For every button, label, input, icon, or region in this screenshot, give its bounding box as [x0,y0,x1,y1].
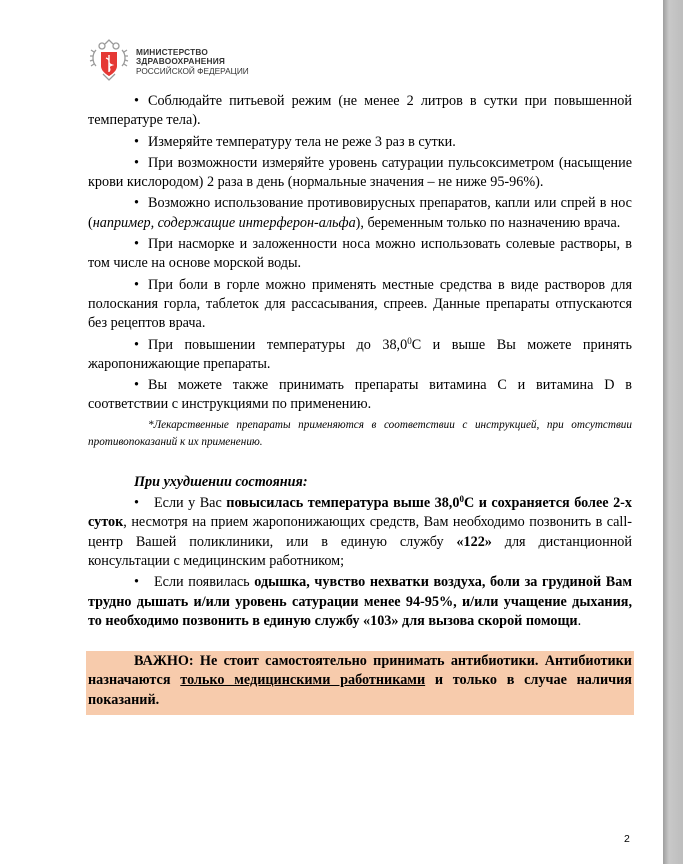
bullet-icon: • [134,377,139,394]
bullet-item-3: • При возможности измеряйте уровень сатурации пульсоксиметром (насыщение крови кислородом) 2 раза в день (нормальные значения – не ниже 95-96%). [88,154,632,191]
bullet-icon: • [134,495,139,512]
bullet-icon: • [134,133,139,150]
bullet-icon: • [134,195,139,212]
bullet-icon: • [134,93,139,109]
bullet-icon: • [134,276,139,293]
worsening-item-2: • Если появилась одышка, чувство нехватки воздуха, боли за грудиной Вам трудно дышать и/или уровень сатурации менее 94-95%, и/или учащение дыхания, то необходимо позвонить в единую службу «103» для вызова скорой помощи. [88,574,632,629]
bullet-icon: • [134,574,139,591]
page-number: 2 [624,833,630,845]
ministry-emblem-icon [88,38,130,87]
bullet-icon: • [134,154,139,171]
footnote: *Лекарственные препараты применяются в соответствии с инструкцией, при отсутствии противопоказаний к их применению. [88,418,632,448]
worsening-item-1: • Если у Вас повысилась температура выше 38,0$^0$С и сохраняется более 2-х суток, несмотря на прием жаропонижающих средств, Вам необходимо позвонить в call-центр Вашей поликлиники, или в единую службу «122» для дистанционной консультации с медицинским работником; [88,494,632,569]
logo-line-1: МИНИСТЕРСТВО [136,46,209,57]
bullet-icon: • [134,236,139,253]
bullet-item-5: • При насморке и заложенности носа можно использовать солевые растворы, в том числе на основе морской воды. [88,236,632,272]
bullet-item-1: • Соблюдайте питьевой режим (не менее 2 литров в сутки при повышенной температуре тела). [88,93,632,129]
bullet-item-6: • При боли в горле можно применять местные средства в виде растворов для полоскания горла, таблеток для рассасывания, спреев. Данные препараты отпускаются без рецептов врача. [88,276,632,332]
warning-underlined: только медицинскими работниками [180,672,426,689]
important-warning-box: ВАЖНО: Не стоит самостоятельно принимать антибиотики. Антибиотики назначаются только медицинскими работниками и только в случае наличия показаний. [86,651,634,715]
bullet-item-8: • Вы можете также принимать препараты витамина С и витамина D в соответствии с инструкциями по применению. [88,377,632,413]
worsening-heading: При ухудшении состояния: [134,473,308,490]
ministry-logo [88,42,249,82]
logo-line-2: ЗДРАВООХРАНЕНИЯ [136,56,226,67]
logo-text [136,48,249,77]
bullet-icon: • [134,336,139,353]
bullet-item-2: • Измеряйте температуру тела не реже 3 раз в сутки. [88,133,632,152]
bullet-item-4: • Возможно использование противовирусных препаратов, капли или спрей в нос (например, содержащие интерферон-альфа), беременным только по назначению врача. [88,195,632,231]
logo-line-3: РОССИЙСКОЙ ФЕДЕРАЦИИ [136,65,249,76]
bullet-item-7: • При повышении температуры до 38,0$^0$С и выше Вы можете принять жаропонижающие препараты. [88,335,632,372]
document-body [88,92,632,715]
